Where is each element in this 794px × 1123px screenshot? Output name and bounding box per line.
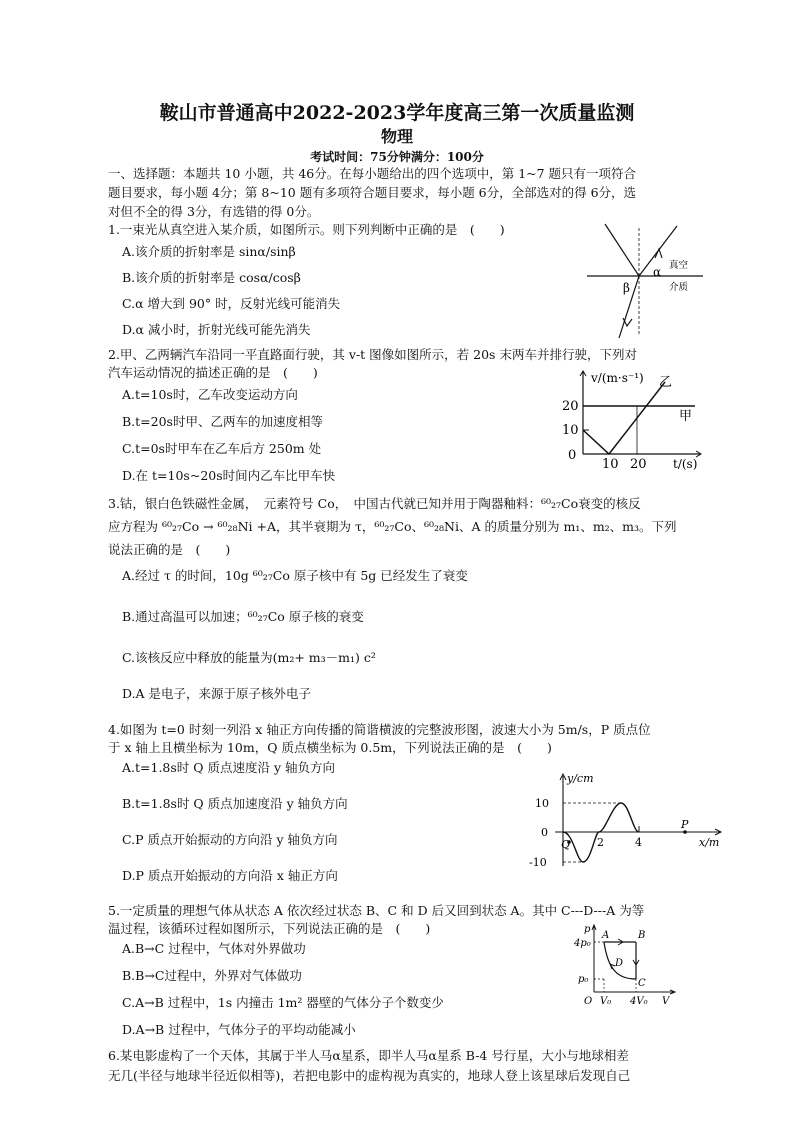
question-stem: 6.某电影虚构了一个天体，其属于半人马α星系，即半人马α星系 B-4 号行星，大小与地球相差 bbox=[108, 1048, 629, 1063]
y-axis-label: p bbox=[584, 924, 591, 935]
y-tick-label: 10 bbox=[562, 423, 579, 438]
instruction-line: 题目要求，每小题 4分；第 8~10 题有多项符合题目要求，每小题 6分，全部选对的得 6分，选 bbox=[108, 185, 637, 200]
y-axis-label: v/(m·s⁻¹) bbox=[591, 371, 644, 385]
option-d: D.P 质点开始振动的方向沿 x 轴正方向 bbox=[122, 868, 338, 883]
option-d: D.A 是电子，来源于原子核外电子 bbox=[122, 686, 312, 701]
incident-ray bbox=[605, 224, 639, 276]
state-a-label: A bbox=[602, 930, 610, 941]
x-tick-label: 4 bbox=[635, 836, 642, 849]
option-c: C.A→B 过程中，1s 内撞击 1m² 器壁的气体分子个数变少 bbox=[122, 995, 444, 1010]
question-stem: 4.如图为 t=0 时刻一列沿 x 轴正方向传播的简谐横波的完整波形图，波速大小为 5m/s，P 质点位 bbox=[108, 722, 651, 737]
series-line-yi bbox=[583, 382, 665, 454]
x-axis-label: x/m bbox=[699, 836, 720, 849]
point-q-label: Q bbox=[561, 838, 571, 851]
y-tick-label: p₀ bbox=[578, 974, 589, 985]
question-stem: 2.甲、乙两辆汽车沿同一平直路面行驶，其 v-t 图像如图所示，若 20s 末两车并排行驶，下列对 bbox=[108, 347, 637, 362]
question-stem: 3.钴，银白色铁磁性金属， 元素符号 Co， 中国古代就已知并用于陶器釉料：⁶⁰₂₇Co衰变的核反 bbox=[108, 496, 641, 511]
option-c: C.该核反应中释放的能量为(m₂+ m₃－m₁) c² bbox=[122, 650, 376, 665]
y-tick-label: 4p₀ bbox=[574, 938, 591, 949]
beta-label: β bbox=[623, 281, 630, 295]
option-a: A.t=1.8s时 Q 质点速度沿 y 轴负方向 bbox=[122, 760, 335, 775]
option-a: A.B→C 过程中，气体对外界做功 bbox=[122, 941, 306, 956]
y-tick-label: 10 bbox=[535, 797, 549, 810]
option-c: C.α 增大到 90° 时，反射光线可能消失 bbox=[122, 296, 341, 311]
option-a: A.该介质的折射率是 sinα/sinβ bbox=[122, 244, 296, 259]
refraction-diagram bbox=[585, 218, 705, 342]
question-stem: 5.一定质量的理想气体从状态 A 依次经过状态 B、C 和 D 后又回到状态 A。其中 C---D---A 为等 bbox=[108, 903, 645, 918]
point-p-label: P bbox=[681, 818, 689, 831]
option-a: A.经过 τ 的时间，10g ⁶⁰₂₇Co 原子核中有 5g 已经发生了衰变 bbox=[122, 568, 468, 583]
wave-graph bbox=[525, 770, 725, 870]
series-label-jia: 甲 bbox=[679, 409, 693, 424]
instruction-line: 一、选择题：本题共 10 小题，共 46分。在每小题给出的四个选项中，第 1~7 题只有一项符合 bbox=[108, 166, 637, 181]
y-tick-label: -10 bbox=[529, 856, 547, 869]
x-tick-label: 10 bbox=[602, 457, 619, 472]
vacuum-label: 真空 bbox=[669, 260, 689, 271]
x-tick-label: 2 bbox=[597, 836, 604, 849]
option-c: C.P 质点开始振动的方向沿 y 轴负方向 bbox=[122, 832, 338, 847]
question-stem: 说法正确的是 ( ) bbox=[108, 542, 231, 557]
option-c: C.t=0s时甲车在乙车后方 250m 处 bbox=[122, 441, 322, 456]
option-b: B.通过高温可以加速；⁶⁰₂₇Co 原子核的衰变 bbox=[122, 609, 364, 624]
option-b: B.该介质的折射率是 cosα/cosβ bbox=[122, 270, 301, 285]
state-b-label: B bbox=[638, 930, 646, 941]
question-stem: 应方程为 ⁶⁰₂₇Co → ⁶⁰₂₈Ni +A，其半衰期为 τ，⁶⁰₂₇Co、⁶⁰₂₈Ni、A 的质量分别为 m₁、m₂、m₃。下列 bbox=[108, 519, 677, 534]
x-tick-label: 20 bbox=[630, 457, 647, 472]
y-tick-label: 0 bbox=[568, 448, 577, 463]
medium-label: 介质 bbox=[669, 282, 689, 293]
exam-info: 考试时间：75分钟满分：100分 bbox=[310, 150, 484, 164]
origin-label: O bbox=[584, 996, 593, 1007]
x-tick-label: V₀ bbox=[600, 996, 612, 1007]
y-axis-label: y/cm bbox=[567, 772, 594, 785]
question-stem: 1.一束光从真空进入某介质，如图所示。则下列判断中正确的是 ( ) bbox=[108, 222, 505, 237]
option-d: D.A→B 过程中，气体分子的平均动能减小 bbox=[122, 1022, 356, 1037]
subject-title: 物理 bbox=[380, 127, 413, 146]
x-axis-label: V bbox=[662, 996, 670, 1007]
option-d: D.α 减小时，折射光线可能先消失 bbox=[122, 322, 311, 337]
option-a: A.t=10s时，乙车改变运动方向 bbox=[122, 387, 298, 402]
state-d-label: D bbox=[615, 958, 624, 969]
pv-diagram bbox=[570, 922, 680, 1008]
page-title: 鞍山市普通高中2022-2023学年度高三第一次质量监测 bbox=[159, 102, 635, 124]
alpha-label: α bbox=[653, 265, 662, 279]
option-b: B.t=20s时甲、乙两车的加速度相等 bbox=[122, 414, 323, 429]
question-stem: 于 x 轴上且横坐标为 10m，Q 质点横坐标为 0.5m，下列说法正确的是 ( ) bbox=[108, 740, 552, 755]
question-stem: 汽车运动情况的描述正确的是 ( ) bbox=[108, 365, 318, 380]
question-stem: 无几(半径与地球半径近似相等)，若把电影中的虚构视为真实的，地球人登上该星球后发现自己 bbox=[108, 1068, 631, 1083]
option-d: D.在 t=10s~20s时间内乙车比甲车快 bbox=[122, 468, 336, 483]
x-tick-label: 4V₀ bbox=[630, 996, 648, 1007]
vt-graph bbox=[555, 368, 705, 476]
y-tick-label: 0 bbox=[541, 826, 548, 839]
state-c-label: C bbox=[638, 978, 646, 989]
y-tick-label: 20 bbox=[562, 399, 579, 414]
option-b: B.B→C过程中，外界对气体做功 bbox=[122, 968, 302, 983]
x-axis-label: t/(s) bbox=[673, 457, 698, 471]
series-label-yi: 乙 bbox=[659, 375, 673, 390]
option-b: B.t=1.8s时 Q 质点加速度沿 y 轴负方向 bbox=[122, 796, 348, 811]
instruction-line: 对但不全的得 3分，有选错的得 0分。 bbox=[108, 204, 320, 219]
question-stem: 温过程，该循环过程如图所示，下列说法正确的是 ( ) bbox=[108, 921, 431, 936]
